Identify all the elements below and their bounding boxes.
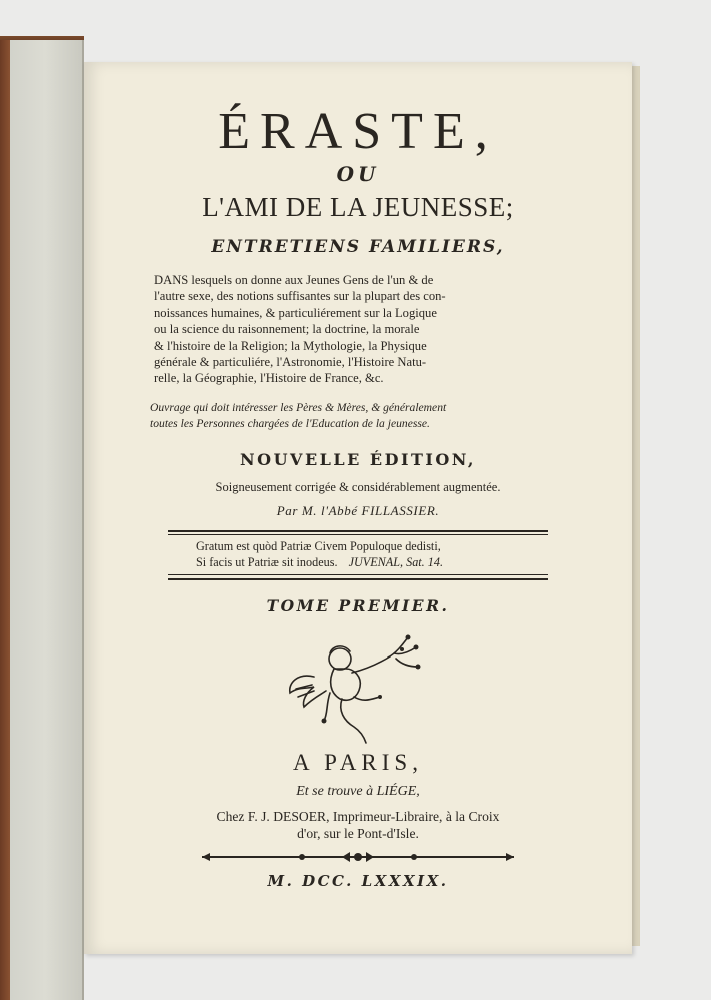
rule-top-thick: [168, 530, 548, 532]
epigraph-source: JUVENAL, Sat. 14.: [348, 554, 444, 569]
edition-statement: NOUVELLE ÉDITION,: [240, 450, 476, 469]
description-line: noissances humaines, & particuliérement sur la Logique: [154, 305, 437, 320]
book-subtitle: L'AMI DE LA JEUNESSE;: [202, 192, 514, 222]
rule-bottom-thick: [168, 578, 548, 580]
printer-statement: [84, 808, 632, 842]
description-line: ou la science du raisonnement; la doctrine, la morale: [154, 322, 420, 337]
book-title: ÉRASTE,: [218, 103, 498, 160]
rule-bottom-thin: [168, 574, 548, 575]
audience-note: [150, 400, 560, 431]
book-cover-board: [0, 40, 84, 1000]
description-line: générale & particuliére, l'Astronomie, l'Histoire Natu-: [154, 355, 427, 370]
printer-line-2: d'or, sur le Pont-d'Isle.: [297, 826, 419, 841]
audience-line: Ouvrage qui doit intéresser les Pères & Mères, & généralement: [150, 401, 447, 414]
title-conjunction: OU: [336, 162, 380, 186]
description-line: DANS lesquels on donne aux Jeunes Gens de l'un & de: [154, 273, 434, 287]
epigraph-line-2: [196, 555, 526, 571]
cherub-vignette-icon: [284, 627, 424, 745]
edition-note: Soigneusement corrigée & considérablement augmentée.: [215, 480, 501, 494]
volume-label: TOME PREMIER.: [266, 596, 450, 615]
author-line: Par M. l'Abbé FILLASSIER.: [276, 503, 440, 518]
epigraph-line-1: Gratum est quòd Patriæ Civem Populoque dedisti,: [196, 539, 441, 553]
imprint-place: A PARIS,: [293, 750, 423, 775]
rule-top-thin: [168, 534, 548, 535]
publication-date: M. DCC. LXXXIX.: [267, 872, 449, 890]
imprint-secondary-place: Et se trouve à LIÉGE,: [296, 784, 420, 799]
audience-line: toutes les Personnes chargées de l'Education de la jeunesse.: [150, 416, 430, 430]
printer-line-1: Chez F. J. DESOER, Imprimeur-Libraire, à la Croix: [216, 809, 500, 824]
leather-spine: [0, 40, 10, 1000]
description-paragraph: [154, 272, 552, 387]
epigraph: [196, 539, 526, 570]
printer-ornament-icon: [202, 851, 514, 863]
title-page: [84, 62, 632, 954]
description-line: l'autre sexe, des notions suffisantes sur la plupart des con-: [154, 289, 446, 304]
epigraph-text: Si facis ut Patriæ sit inodeus.: [196, 554, 338, 569]
description-line: relle, la Géographie, l'Histoire de France, &c.: [154, 371, 384, 386]
description-line: & l'histoire de la Religion; la Mythologie, la Physique: [154, 338, 427, 353]
book-subtitle-2: ENTRETIENS FAMILIERS,: [211, 237, 505, 257]
